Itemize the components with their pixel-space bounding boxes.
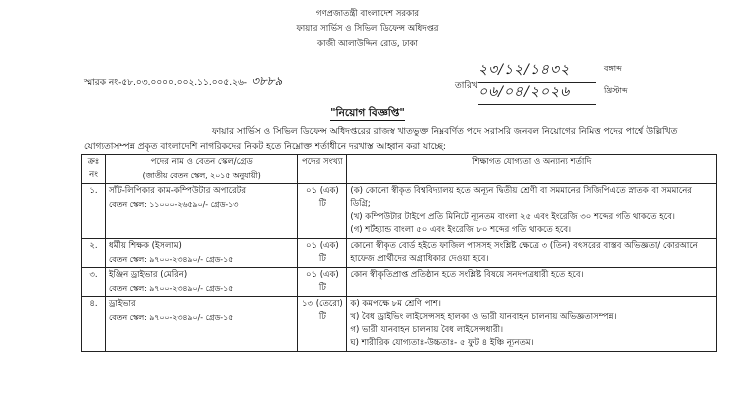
notice-intro: ফায়ার সার্ভিস ও সিভিল ডিফেন্স অধিদপ্তরের রাজস্ব খাতভুক্ত নিম্নবর্ণিত পদে সরাসরি জনবল নিয়োগের নিমিত্ত পদের পার্শ্বে উল্লিখিত যোগ্যতাসম্পন্ন প্রকৃত বাংলাদেশি নাগরিকদের নিকট হতে নিম্নোক্ত শর্তাধীনে দরখাস্ত আহ্বান করা যাচ্ছে: <box>84 127 678 152</box>
row-count: ১৩ (তেরো) টি <box>298 297 347 352</box>
row-qualification: (ক) কোনো স্বীকৃত বিশ্ববিদ্যালয় হতে অন্যূন দ্বিতীয় শ্রেণী বা সমমানের সিজিপিএতে স্নাতক বা সমমানের ডিগ্রি; (খ) কম্পিউটার টাইপে প্রতি মিনিটে ন্যূনতম বাংলা ২৫ এবং ইংরেজি ৩০ শব্দের গতি থাকতে হবে। (গ) শর্টহ্যান্ড বাংলা ৫০ এবং ইংরেজি ৮০ শব্দের গতি থাকতে হবে। <box>347 184 717 239</box>
row-serial: ৪. <box>82 297 106 352</box>
row-post: ড্রাইভার বেতন স্কেল: ৯৭০০-২৩৪৯০/- গ্রেড-১৫ <box>106 297 298 352</box>
row-serial: ২. <box>82 239 106 268</box>
header-government: গণপ্রজাতন্ত্রী বাংলাদেশ সরকার <box>315 9 420 19</box>
row-post: সাঁট-লিপিকার কাম-কম্পিউটার অপারেটর বেতন স্কেল: ১১০০০-২৬৫৯০/- গ্রেড-১৩ <box>106 184 298 239</box>
header-count: পদের সংখ্যা <box>298 155 347 184</box>
date-block <box>478 58 678 102</box>
row-qualification: কোন স্বীকৃতিপ্রাপ্ত প্রতিষ্ঠান হতে সংশ্লিষ্ট বিষয়ে সনদপত্রধারী হতে হবে। <box>347 268 717 297</box>
row-serial: ১. <box>82 184 106 239</box>
date-label: তারিখ <box>455 81 478 91</box>
notice-title: "নিয়োগ বিজ্ঞপ্তি" <box>330 107 405 119</box>
header-qualification: শিক্ষাগত যোগ্যতা ও অন্যান্য শর্তাদি <box>347 155 717 184</box>
header-department: ফায়ার সার্ভিস ও সিভিল ডিফেন্স অধিদপ্তর <box>296 24 439 34</box>
header-post-name: পদের নাম ও বেতন স্কেল/গ্রেড (জাতীয় বেতন স্কেল, ২০১৫ অনুযায়ী) <box>106 155 298 184</box>
row-post: ধর্মীয় শিক্ষক (ইসলাম) বেতন স্কেল: ৯৭০০-২৩৪৯০/- গ্রেড-১৫ <box>106 239 298 268</box>
row-serial: ৩. <box>82 268 106 297</box>
posts-table <box>81 154 717 352</box>
date-english: ০৬/০৪/২০২৬ <box>478 80 596 105</box>
table-row <box>82 297 717 352</box>
row-qualification: ক) কমপক্ষে ৮ম শ্রেণি পাশ। খ) বৈধ ড্রাইভিং লাইসেন্সসহ হালকা ও ভারী যানবাহন চালনায় অভিজ্ঞতাসম্পন্ন। গ) ভারী যানবাহন চালনায় বৈধ লাইসেন্সধারী। ঘ) শারীরিক যোগ্যতাঃ-উচ্চতাঃ- ৫ ফুট ৪ ইঞ্চি ন্যূনতম। <box>347 297 717 352</box>
table-row <box>82 268 717 297</box>
memo-label: স্মারক নং-৫৮.০৩.০০০০.০০২.১১.০০৫.২৬- <box>84 78 248 88</box>
row-qualification: কোনো স্বীকৃত বোর্ড হইতে ফাজিল পাসসহ সংশ্লিষ্ট ক্ষেত্রে ৩ (তিন) বৎসরের বাস্তব অভিজ্ঞতা/ কোরআনে হাফেজ প্রার্থীদের অগ্রাধিকার দেওয়া হবে। <box>347 239 717 268</box>
row-post: ইঞ্জিন ড্রাইভার (মেরিন) বেতন স্কেল: ৯৭০০-২৩৪৯০/- গ্রেড-১৫ <box>106 268 298 297</box>
date-bangla-tag: বঙ্গাব্দ <box>604 64 622 73</box>
memo-handwritten-number: ৩৮৮৯ <box>251 74 283 88</box>
header-serial: ক্রঃ নং <box>82 155 106 184</box>
date-bangla: ২৩/১২/১৪৩২ <box>478 58 596 83</box>
date-english-tag: খ্রিস্টাব্দ <box>604 86 628 95</box>
header-address: কাজী আলাউদ্দিন রোড, ঢাকা <box>317 39 418 49</box>
row-count: ০১ (এক) টি <box>298 239 347 268</box>
row-count: ০১ (এক) টি <box>298 268 347 297</box>
row-count: ০১ (এক) টি <box>298 184 347 239</box>
table-row <box>82 239 717 268</box>
table-row <box>82 184 717 239</box>
table-header-row <box>82 155 717 184</box>
memo-number <box>84 73 282 93</box>
